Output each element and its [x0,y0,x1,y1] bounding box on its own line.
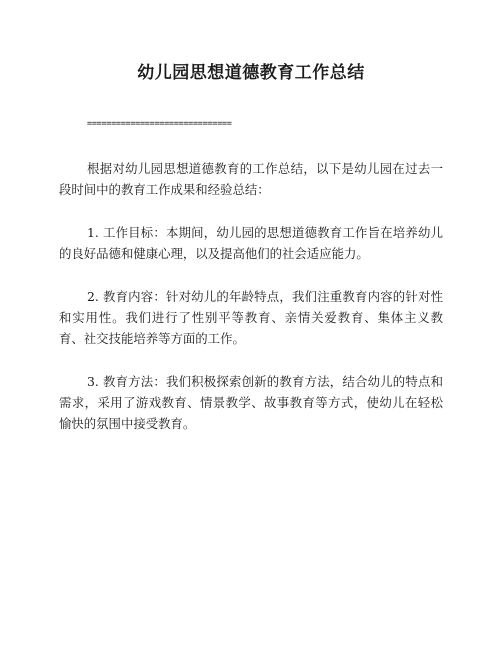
paragraph-education-method: 3. 教育方法：我们积极探索创新的教育方法，结合幼儿的特点和需求，采用了游戏教育、情景教学、故事教育等方式，使幼儿在轻松愉快的氛围中接受教育。 [59,374,443,431]
title-divider: ============================== [87,119,232,129]
paragraph-education-content: 2. 教育内容：针对幼儿的年龄特点，我们注重教育内容的针对性和实用性。我们进行了性别平等教育、亲情关爱教育、集体主义教育、社交技能培养等方面的工作。 [59,289,443,346]
paragraph-work-goal: 1. 工作目标：本期间，幼儿园的思想道德教育工作旨在培养幼儿的良好品德和健康心理，以及提高他们的社会适应能力。 [59,225,443,261]
intro-paragraph: 根据对幼儿园思想道德教育的工作总结，以下是幼儿园在过去一段时间中的教育工作成果和经验总结： [59,161,443,197]
document-title: 幼儿园思想道德教育工作总结 [137,63,365,83]
document-body [59,158,443,456]
